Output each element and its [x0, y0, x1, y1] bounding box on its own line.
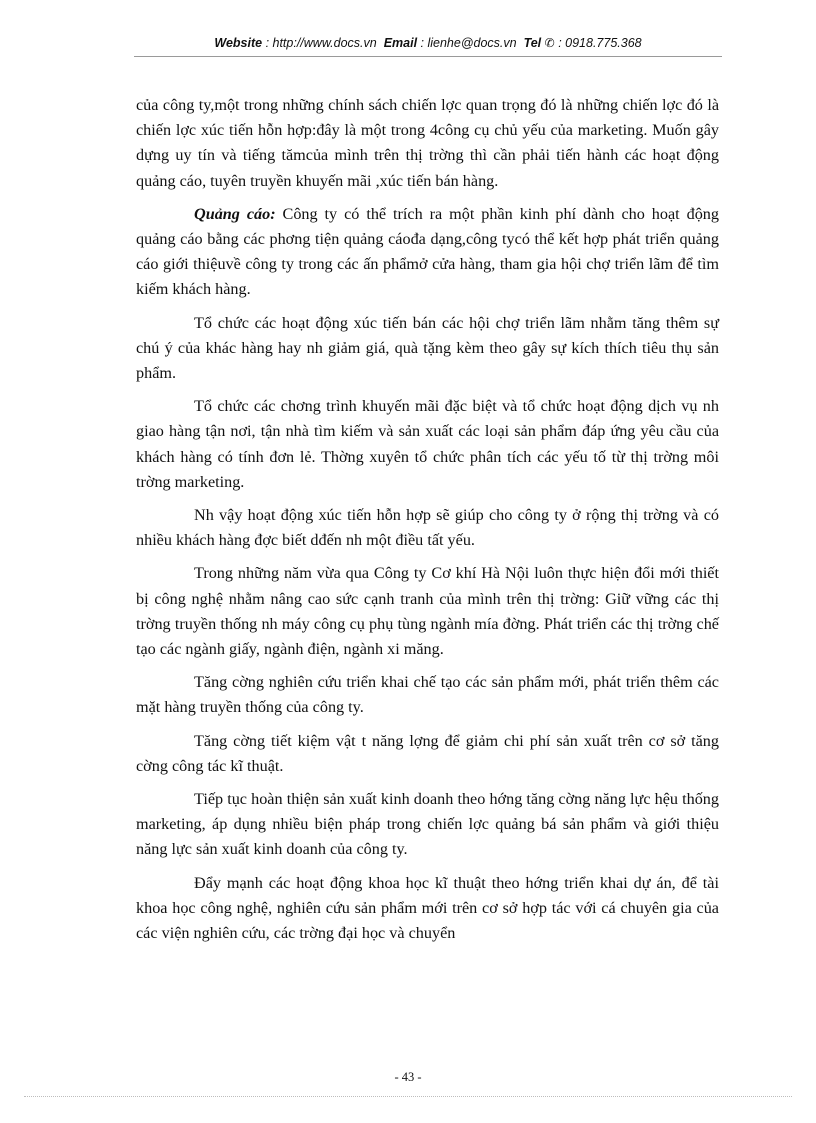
paragraph-8: Tăng cờng tiết kiệm vật t năng lợng để giảm chi phí sản xuất trên cơ sở tăng cờng công tác kĩ thuật.	[136, 731, 719, 775]
paragraph-5: Nh vậy hoạt động xúc tiến hỗn hợp sẽ giúp cho công ty ở rộng thị trờng và có nhiều khách hàng đợc biết dđến nh một điều tất yếu.	[136, 506, 719, 550]
email-label: Email	[383, 36, 418, 50]
page-header	[134, 36, 722, 50]
paragraph-10: Đẩy mạnh các hoạt động khoa học kĩ thuật theo hớng triển khai dự án, để tài khoa học công nghệ, nghiên cứu sản phẩm mới trên cơ sở hợp tác với cá chuyên gia của các viện nghiên cứu, các trờng đại học và chuyển	[136, 873, 719, 943]
paragraph-3: Tổ chức các hoạt động xúc tiến bán các hội chợ triển lãm nhằm tăng thêm sự chú ý của khác hàng hay nh giảm giá, quà tặng kèm theo gây sự kích thích tiêu thụ sản phẩm.	[136, 313, 719, 383]
paragraph-1: của công ty,một trong những chính sách chiến lợc quan trọng đó là những chiến lợc đó là chiến lợc xúc tiến hỗn hợp:đây là một trong 4công cụ chủ yếu của marketing. Muốn gây dựng uy tín và tiếng tămcủa mình trên thị trờng thì cần phải tiến hành các hoạt động quảng cáo, tuyên truyền khuyến mãi ,xúc tiến bán hàng.	[136, 96, 719, 190]
email-value: : lienhe@docs.vn	[420, 36, 517, 50]
paragraph-7: Tăng cờng nghiên cứu triển khai chế tạo các sản phẩm mới, phát triển thêm các mặt hàng truyền thống của công ty.	[136, 673, 719, 717]
header-divider	[134, 56, 722, 57]
paragraph-4: Tổ chức các chơng trình khuyến mãi đặc biệt và tổ chức hoạt động dịch vụ nh giao hàng tận nơi, tận nhà tìm kiếm và sản xuất các loại sản phẩm đáp ứng yêu cầu của khách hàng có tính đơn lẻ. Thờng xuyên tổ chức phân tích các yếu tố từ thị trờng môi trờng marketing.	[136, 397, 719, 491]
tel-value: : 0918.775.368	[558, 36, 642, 50]
paragraph-9: Tiếp tục hoàn thiện sản xuất kinh doanh theo hớng tăng cờng năng lực hệu thống marketing, áp dụng nhiều biện pháp trong chiến lợc quảng bá sản phẩm và giới thiệu năng lực sản xuất kinh doanh của công ty.	[136, 790, 719, 859]
page-bottom-divider	[24, 1096, 792, 1097]
paragraph-2-text: Công ty có thể trích ra một phần kinh phí dành cho hoạt động quảng cáo bằng các phơng tiện quảng cáođa dạng,công tycó thể kết hợp phát triển quảng cáo giới thiệuvề công ty trong các ấn phẩmở cửa hàng, tham gia hội chợ triển lãm để tìm kiếm khách hàng.	[136, 204, 719, 299]
telephone-icon: ✆	[544, 36, 555, 50]
paragraph-6: Trong những năm vừa qua Công ty Cơ khí Hà Nội luôn thực hiện đổi mới thiết bị công nghệ nhằm nâng cao sức cạnh tranh của mình trên thị trờng: Giữ vững các thị trờng truyền thống nh máy công cụ phụ tùng ngành mía đờng. Phát triển các thị trờng chế tạo các ngành giấy, ngành điện, ngành xi măng.	[136, 564, 719, 659]
document-body	[136, 93, 719, 954]
paragraph-2	[136, 202, 719, 303]
tel-label: Tel	[523, 36, 542, 50]
page-number: - 43 -	[394, 1070, 422, 1084]
term-quang-cao: Quảng cáo:	[194, 204, 276, 223]
website-value: : http://www.docs.vn	[265, 36, 377, 50]
website-label: Website	[214, 36, 263, 50]
